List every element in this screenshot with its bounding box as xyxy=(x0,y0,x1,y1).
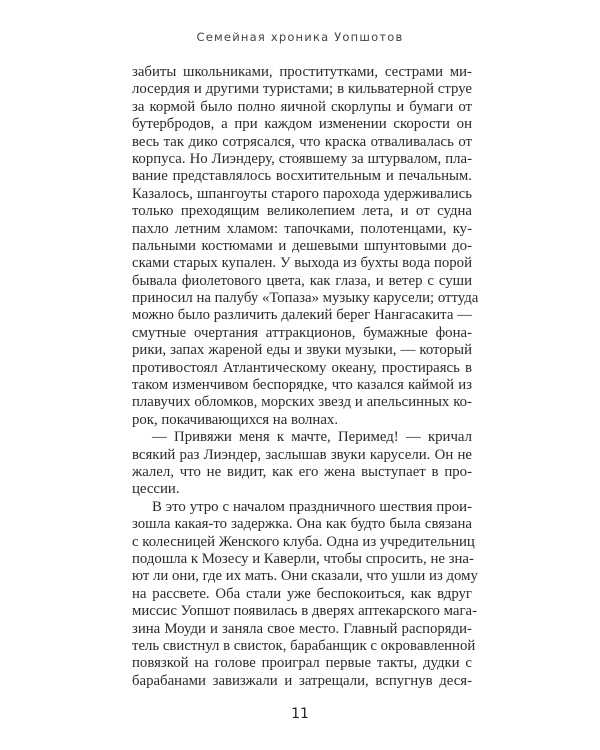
text-line: вание представлялось восхитительным и печальным. xyxy=(132,168,472,185)
text-line: весь так дико сотрясался, что краска отваливалась от xyxy=(132,133,472,150)
text-line: В это утро с началом праздничного шествия прои- xyxy=(152,498,472,515)
text-line: за кормой было полно яичной скорлупы и бумаги от xyxy=(132,98,472,115)
text-line: сками старых купален. У выхода из бухты вода порой xyxy=(132,255,472,272)
text-line: повязкой на голове проиграл первые такты, дудки с xyxy=(132,655,472,672)
text-line: приносил на палубу «Топаза» музыку карусели; оттуда xyxy=(132,290,479,307)
text-line: плавучих обломков, морских звезд и апельсинных ко- xyxy=(132,394,472,411)
text-line: цессии. xyxy=(132,481,180,498)
text-line: тель свистнул в свисток, барабанщик с окровавленной xyxy=(132,637,476,654)
text-line: зина Моуди и заняла свое место. Главный распоряди- xyxy=(132,620,472,637)
text-line: бывала фиолетового цвета, как глаза, и ветер с суши xyxy=(132,272,472,289)
text-line: таком изменчивом беспорядке, что казался каймой из xyxy=(132,377,472,394)
text-line: на рассвете. Оба стали уже беспокоиться, как вдруг xyxy=(132,585,472,602)
paragraph xyxy=(132,498,478,690)
text-line: с колесницей Женского клуба. Одна из учредительниц xyxy=(132,533,475,550)
text-line: смутные очертания аттракционов, бумажные фона- xyxy=(132,324,472,341)
text-line: бутербродов, а при каждом изменении скорости он xyxy=(132,116,472,133)
text-line: только преходящим великолепием лета, и от судна xyxy=(132,203,472,220)
running-header: Семейная хроника Уопшотов xyxy=(196,30,404,44)
text-line: пальными костюмами и дешевыми шпунтовыми до- xyxy=(132,237,472,254)
text-line: барабанами завизжали и затрещали, вспугнув деся- xyxy=(132,672,472,689)
text-line: лосердия и другими туристами; в кильватерной струе xyxy=(132,81,472,98)
text-line: рики, запах жареной еды и звуки музыки, — который xyxy=(132,342,472,359)
text-line: можно было различить далекий берег Нангасакита — xyxy=(132,307,472,324)
text-line: подошла к Мозесу и Каверли, чтобы спросить, не зна- xyxy=(132,550,474,567)
text-line: зошла какая-то задержка. Она как будто была связана xyxy=(132,516,472,533)
text-line: рок, покачивающихся на волнах. xyxy=(132,411,339,428)
paragraph xyxy=(132,64,479,429)
paragraph xyxy=(132,429,472,499)
body-text xyxy=(132,64,479,690)
page-number: 11 xyxy=(291,706,309,722)
text-line: — Привяжи меня к мачте, Перимед! — кричал xyxy=(152,429,472,446)
text-line: миссис Уопшот появилась в дверях аптекарского мага- xyxy=(132,603,478,620)
text-line: ют ли они, где их мать. Они сказали, что ушли из дому xyxy=(132,568,478,585)
text-line: всякий раз Лиэндер, заслышав звуки карусели. Он не xyxy=(132,446,472,463)
text-line: забиты школьниками, проститутками, сестрами ми- xyxy=(132,64,472,80)
text-line: противостоял Атлантическому океану, простираясь в xyxy=(132,359,472,376)
text-line: Казалось, шпангоуты старого парохода удерживались xyxy=(132,185,472,202)
text-line: жалел, что не видит, как его жена выступает в про- xyxy=(132,463,472,480)
text-line: корпуса. Но Лиэндеру, стоявшему за штурвалом, пла- xyxy=(132,150,472,167)
text-line: пахло летним хламом: тапочками, полотенцами, ку- xyxy=(132,220,472,237)
